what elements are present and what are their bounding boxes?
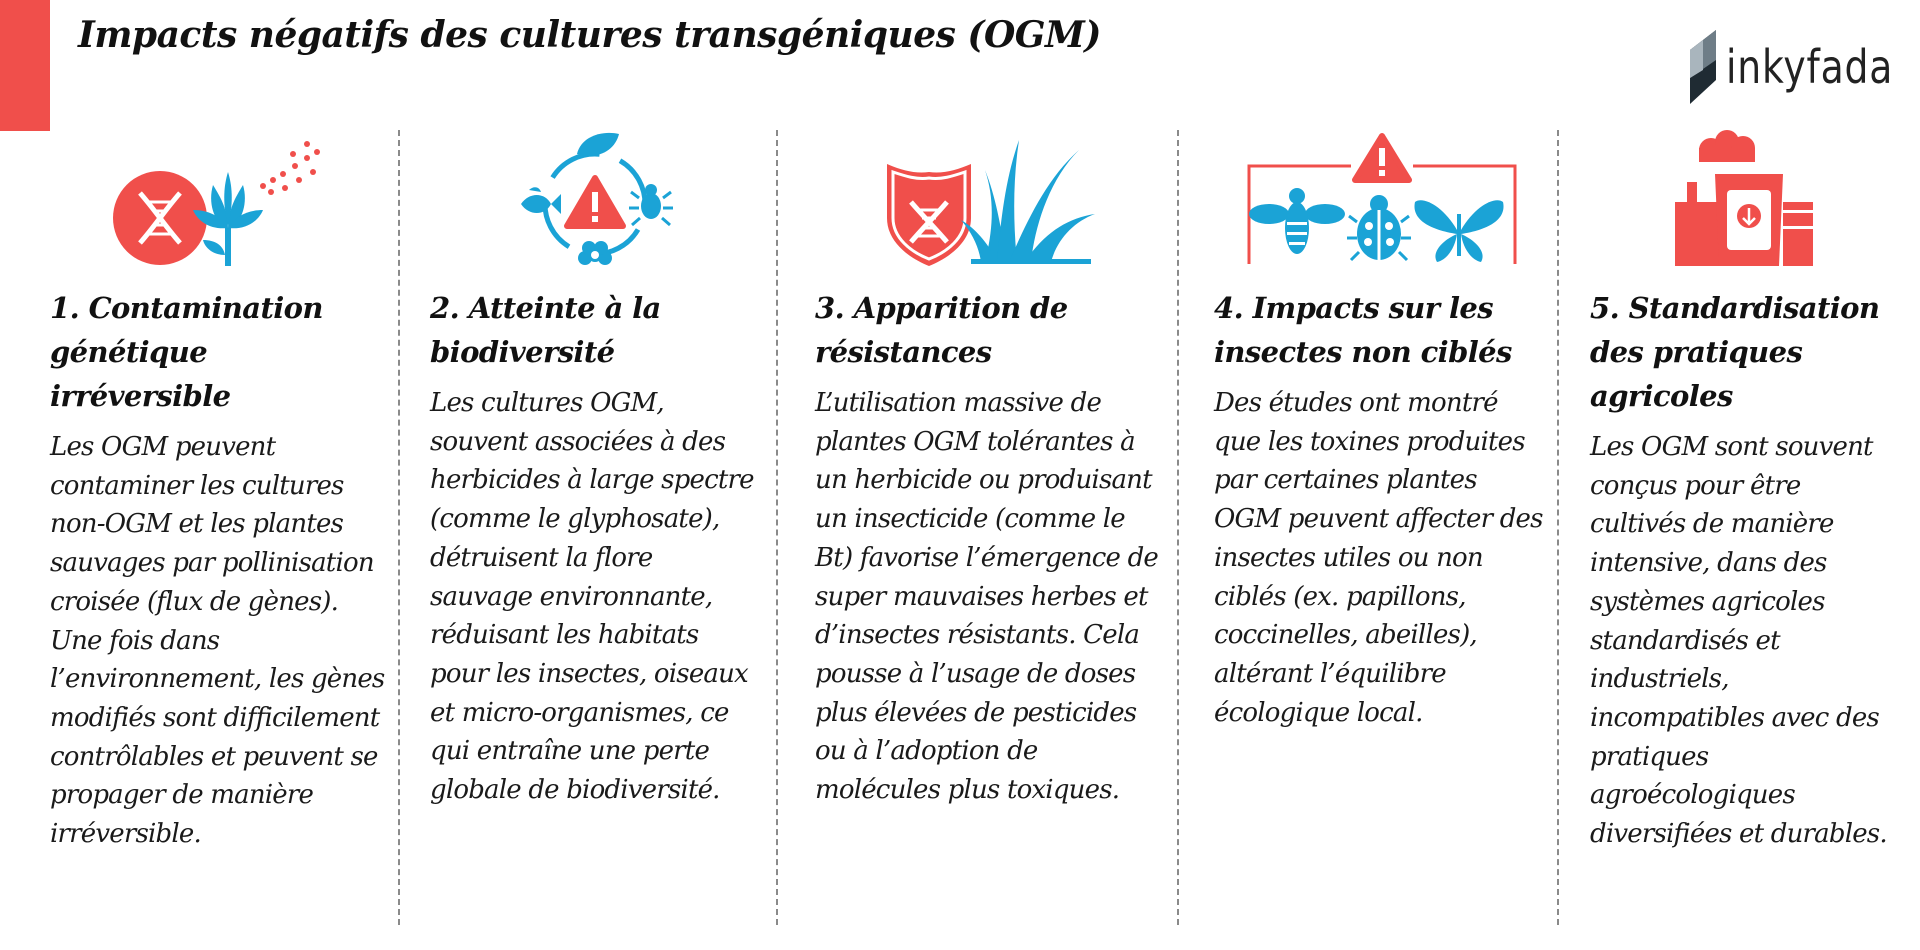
column-divider	[1177, 130, 1179, 925]
logo-mark-icon	[1690, 30, 1716, 104]
grass-icon	[961, 140, 1095, 264]
column-title: 1. Contamination génétique irréversible	[50, 291, 323, 413]
pollen-icon	[260, 141, 320, 195]
column-text: Des études ont montré que les toxines produites par certaines plantes OGM peuvent affecter des insectes utiles ou non ciblés (ex. papillons, coccinelles, abeilles), altérant l’équilibre écologique local.	[1214, 388, 1543, 728]
ladybug-icon	[1347, 195, 1411, 260]
column-text: Les OGM peuvent contaminer les cultures non-OGM et les plantes sauvages par pollinisation croisée (flux de gènes). Une fois dans l’environnement, les gènes modifiés sont difficilement contrôlables et peuvent se propager de manière irréversible.	[50, 432, 385, 850]
column-title: 3. Apparition de résistances	[815, 291, 1068, 369]
column-title: 4. Impacts sur les insectes non ciblés	[1214, 291, 1512, 369]
bee-icon	[1249, 188, 1345, 254]
column-non-target-insects	[1214, 130, 1549, 732]
logo	[1690, 30, 1892, 104]
bug-icon	[629, 184, 673, 225]
resistance-icon-group	[815, 130, 1165, 266]
contamination-icon-group	[50, 130, 385, 266]
page-title: Impacts négatifs des cultures transgéniques (OGM)	[78, 14, 1101, 56]
flower-icon	[193, 172, 263, 266]
insects-icon-group	[1214, 130, 1549, 266]
column-resistance	[815, 130, 1165, 810]
fish-icon	[521, 187, 561, 214]
accent-bar	[0, 0, 50, 131]
leaf-icon	[577, 133, 619, 156]
warning-icon	[567, 178, 623, 226]
warning-icon	[1355, 136, 1409, 180]
flower-icon	[578, 241, 612, 265]
column-text: L’utilisation massive de plantes OGM tolérantes à un herbicide ou produisant un insecticide (comme le Bt) favorise l’émergence de super mauvaises herbes et d’insectes résistants. Cela pousse à l’usage de doses plus élevées de pesticides ou à l’adoption de molécules plus toxiques.	[815, 388, 1159, 806]
logo-text: inkyfada	[1726, 40, 1894, 94]
column-standardisation	[1590, 130, 1900, 854]
column-divider	[776, 130, 778, 925]
column-title: 5. Standardisation des pratiques agricoles	[1590, 291, 1880, 413]
column-text: Les OGM sont souvent conçus pour être cultivés de manière intensive, dans des systèmes agricoles standardisés et industriels, incompatibles avec des pratiques agroécologiques diversifiées et durables.	[1590, 432, 1887, 850]
standardisation-icon-group	[1590, 130, 1900, 266]
butterfly-icon	[1414, 200, 1503, 262]
column-divider	[1557, 130, 1559, 925]
dna-shield-icon	[887, 164, 971, 266]
seed-bag-icon	[1715, 174, 1783, 266]
column-biodiversity	[430, 130, 760, 810]
column-divider	[398, 130, 400, 925]
dna-icon	[113, 171, 207, 265]
column-title: 2. Atteinte à la biodiversité	[430, 291, 661, 369]
biodiversity-icon-group	[430, 130, 760, 266]
column-contamination	[50, 130, 385, 854]
column-text: Les cultures OGM, souvent associées à des herbicides à large spectre (comme le glyphosate), détruisent la flore sauvage environnante, réduisant les habitats pour les insectes, oiseaux et micro-organismes, ce qui entraîne une perte globale de biodiversité.	[430, 388, 754, 806]
